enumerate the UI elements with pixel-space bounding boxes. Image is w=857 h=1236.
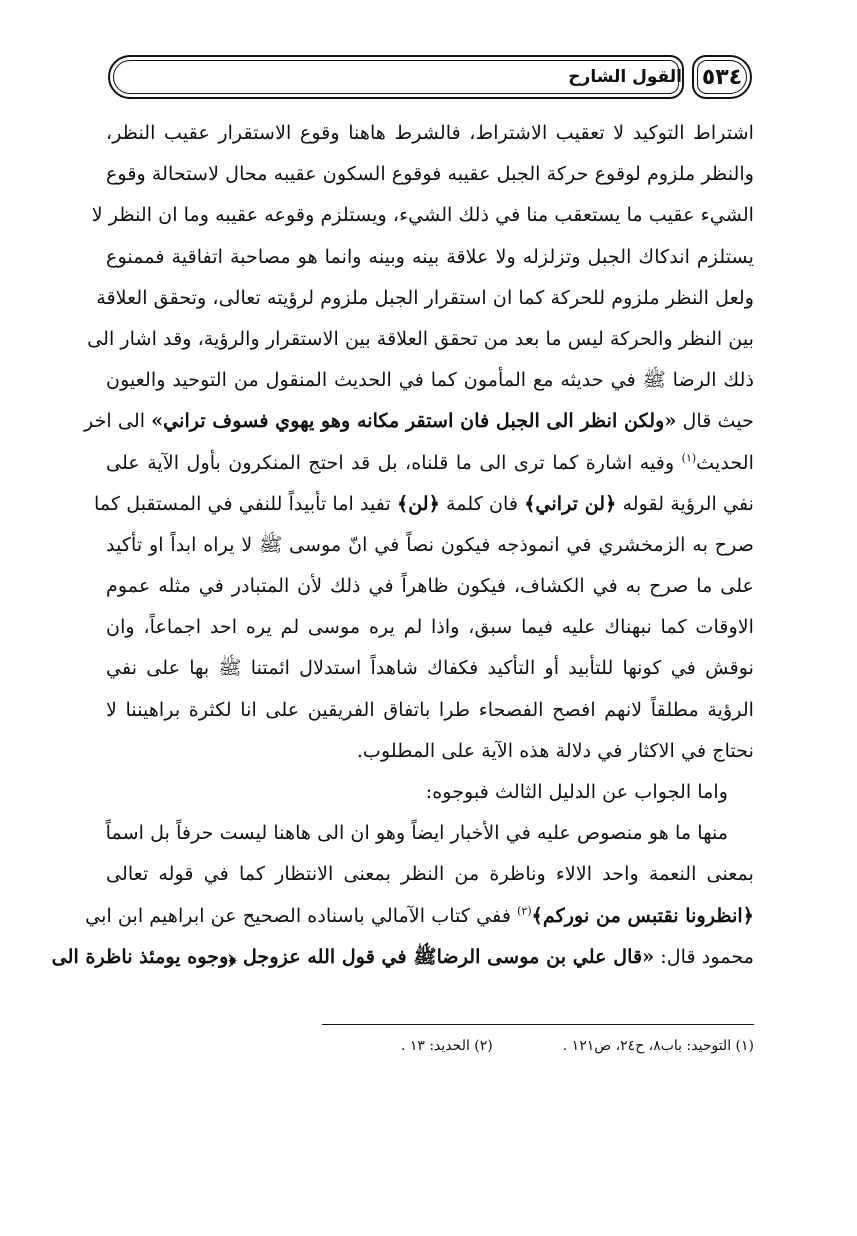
text-line	[83, 400, 754, 441]
text-line: الاوقات كما نبهناك عليه فيما سبق، واذا لم يره موسى لم يره احد اجماعاً، وان	[106, 615, 754, 639]
line-prefix: محمود قال:	[654, 944, 754, 968]
running-title: القول الشارح	[568, 67, 682, 87]
line-prefix: حيث قال	[676, 409, 754, 433]
footnote-divider	[322, 1024, 754, 1025]
line-prefix: الحديث	[696, 450, 754, 474]
page-number-box	[692, 55, 752, 99]
text-line: اشتراط التوكيد لا تعقيب الاشتراط، فالشرط هاهنا وقوع الاستقرار عقيب النظر،	[106, 121, 754, 144]
line-suffix: ففي كتاب الآمالي باسناده الصحيح عن ابراهيم ابن ابي	[85, 903, 518, 927]
text-line	[51, 936, 754, 977]
page-number: ٥٣٤	[701, 64, 743, 90]
line-part: تفيد اما تأبيداً للنفي في المستقبل كما	[94, 491, 397, 515]
running-title-box	[108, 55, 684, 99]
text-line: على ما صرح به في الكشاف، فيكون ظاهراً في ذلك لأن المتبادر في مثله عموم	[106, 574, 754, 598]
hadith-quote: «قال علي بن موسى الرضاﷺ في قول الله عزوجل ﴿وجوه يومئذ ناظرة الى	[51, 944, 655, 968]
line-part: نفي الرؤية لقوله	[616, 491, 754, 515]
text-line	[85, 895, 754, 936]
hadith-quote: «ولكن انظر الى الجبل فان استقر مكانه وهو يهوي فسوف تراني»	[151, 409, 677, 433]
text-line: نحتاج في الاكثار في دلالة هذه الآية على المطلوب.	[356, 738, 754, 762]
quran-quote: ﴿لن﴾	[396, 491, 440, 515]
footnote-2: (٢) الحديد: ١٣ .	[400, 1038, 493, 1054]
text-line: صرح به الزمخشري في انموذجه فيكون نصاً في انّ موسى ﷺ لا يراه ابداً او تأكيد	[106, 532, 754, 556]
footnote-ref: (١)	[681, 451, 697, 465]
line-suffix: وفيه اشارة كما ترى الى ما قلناه، بل قد احتج المنكرون بأول الآية على	[106, 450, 682, 474]
text-line	[94, 483, 754, 524]
quran-quote: ﴿لن تراني﴾	[524, 491, 617, 515]
footnote-1: (١) التوحيد: باب٨، ح٢٤، ص١٢١ .	[562, 1038, 754, 1054]
line-suffix: الى اخر	[83, 409, 152, 433]
running-header	[108, 55, 752, 101]
text-line: بمعنى النعمة واحد الالاء وناظرة من النظر بمعنى الانتظار كما في قوله تعالى	[106, 862, 754, 886]
line-part: فان كلمة	[439, 491, 525, 515]
body-text	[51, 112, 754, 977]
text-line: ذلك الرضا ﷺ في حديثه مع المأمون كما في الحديث المنقول من التوحيد والعيون	[106, 368, 754, 392]
text-line	[106, 442, 754, 483]
text-line: الرؤية مطلقاً لانهم افصح الفصحاء طرا باتفاق الفريقين على انا لكثرة براهيننا لا	[106, 697, 754, 721]
text-line: واما الجواب عن الدليل الثالث فبوجوه:	[425, 780, 728, 803]
text-line: الشيء عقيب ما يستعقب منا في ذلك الشيء، ويستلزم وقوعه عقيبه وما ان النظر لا	[91, 203, 754, 227]
text-line: والنظر ملزوم لوقوع حركة الجبل عقيبه فوقوع السكون عقيبه محال لاستحالة وقوع	[105, 162, 754, 186]
text-line: منها ما هو منصوص عليه في الأخبار ايضاً وهو ان الى هاهنا ليست حرفاً بل اسماً	[105, 821, 728, 845]
text-line: نوقش في كونها للتأبيد أو التأكيد فكفاك شاهداً استدلال ائمتنا ﷺ بها على نفي	[106, 656, 754, 680]
text-line: ولعل النظر ملزوم للحركة كما ان استقرار الجبل ملزوم لرؤيته تعالى، وتحقق العلاقة	[96, 285, 754, 309]
quran-quote: ﴿انظرونا نقتبس من نوركم﴾	[531, 903, 754, 927]
text-line: بين النظر والحركة ليس ما بعد من تحقق العلاقة بين الاستقرار والرؤية، وقد اشار الى	[87, 326, 754, 350]
footnotes	[300, 1038, 754, 1054]
footnote-ref: (٢)	[517, 904, 532, 918]
text-line: يستلزم اندكاك الجبل وتزلزله ولا علاقة بينه وبينه وانما هو مصاحبة اتفاقية فممنوع	[106, 244, 754, 268]
